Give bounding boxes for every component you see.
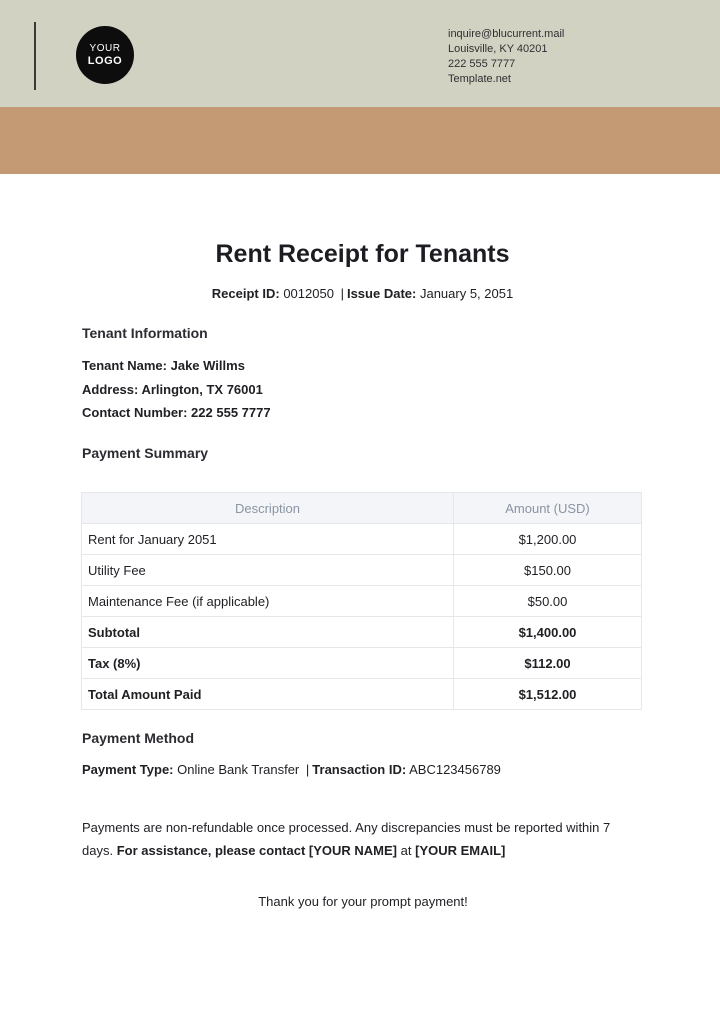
- issue-date: January 5, 2051: [419, 286, 514, 301]
- notice-assistance: For assistance, please contact [YOUR NAME]: [116, 843, 398, 858]
- table-row: [82, 586, 642, 617]
- payment-type-label: Payment Type:: [82, 762, 174, 777]
- logo-text-line2: LOGO: [87, 55, 123, 67]
- table-row: [82, 555, 642, 586]
- tax-row: [82, 648, 642, 679]
- payment-type: Online Bank Transfer: [177, 762, 300, 777]
- subtotal-row: [82, 617, 642, 648]
- row-amount: $1,512.00: [454, 679, 642, 710]
- refund-notice: [82, 816, 642, 862]
- total-row: [82, 679, 642, 710]
- row-amount: $150.00: [454, 555, 642, 586]
- row-description: Total Amount Paid: [82, 679, 454, 710]
- company-logo: [76, 26, 134, 84]
- header-divider: [34, 22, 36, 90]
- notice-at: at: [400, 843, 412, 858]
- company-contact: [448, 27, 564, 87]
- contact-phone: 222 555 7777: [448, 58, 516, 70]
- method-separator: |: [305, 762, 310, 777]
- contact-website: Template.net: [448, 73, 511, 85]
- row-description: Tax (8%): [82, 648, 454, 679]
- tenant-name: Tenant Name: Jake Willms: [82, 358, 245, 373]
- row-amount: $112.00: [454, 648, 642, 679]
- tenant-contact: Contact Number: 222 555 7777: [82, 405, 271, 420]
- receipt-id: 0012050: [283, 286, 334, 301]
- tenant-info-heading: Tenant Information: [82, 325, 208, 341]
- row-description: Subtotal: [82, 617, 454, 648]
- table-row: [82, 524, 642, 555]
- payment-summary-table: [81, 492, 642, 710]
- contact-address: Louisville, KY 40201: [448, 43, 548, 55]
- logo-text-line1: YOUR: [89, 43, 121, 54]
- tenant-address: Address: Arlington, TX 76001: [82, 382, 263, 397]
- payment-method-heading: Payment Method: [82, 730, 195, 746]
- issue-date-label: Issue Date:: [346, 286, 417, 301]
- receipt-id-label: Receipt ID:: [211, 286, 280, 301]
- notice-text: Payments are non-refundable once processed. Any discrepancies must be reported within 7 days.: [82, 820, 611, 858]
- row-amount: $1,200.00: [454, 524, 642, 555]
- thank-you-message: Thank you for your prompt payment!: [258, 894, 468, 909]
- row-amount: $50.00: [454, 586, 642, 617]
- row-amount: $1,400.00: [454, 617, 642, 648]
- payment-summary-heading: Payment Summary: [82, 445, 209, 461]
- column-header-amount: Amount (USD): [454, 493, 642, 524]
- table-header-row: [82, 493, 642, 524]
- column-header-description: Description: [82, 493, 454, 524]
- row-description: Rent for January 2051: [82, 524, 454, 555]
- receipt-meta: [0, 286, 720, 301]
- transaction-id: ABC123456789: [409, 762, 501, 777]
- transaction-id-label: Transaction ID:: [312, 762, 407, 777]
- accent-band: [0, 107, 720, 174]
- payment-method-details: [82, 762, 501, 777]
- notice-email: [YOUR EMAIL]: [415, 843, 506, 858]
- row-description: Maintenance Fee (if applicable): [82, 586, 454, 617]
- meta-separator: |: [340, 286, 344, 301]
- contact-email: inquire@blucurrent.mail: [448, 28, 565, 40]
- document-title: Rent Receipt for Tenants: [215, 240, 510, 268]
- row-description: Utility Fee: [82, 555, 454, 586]
